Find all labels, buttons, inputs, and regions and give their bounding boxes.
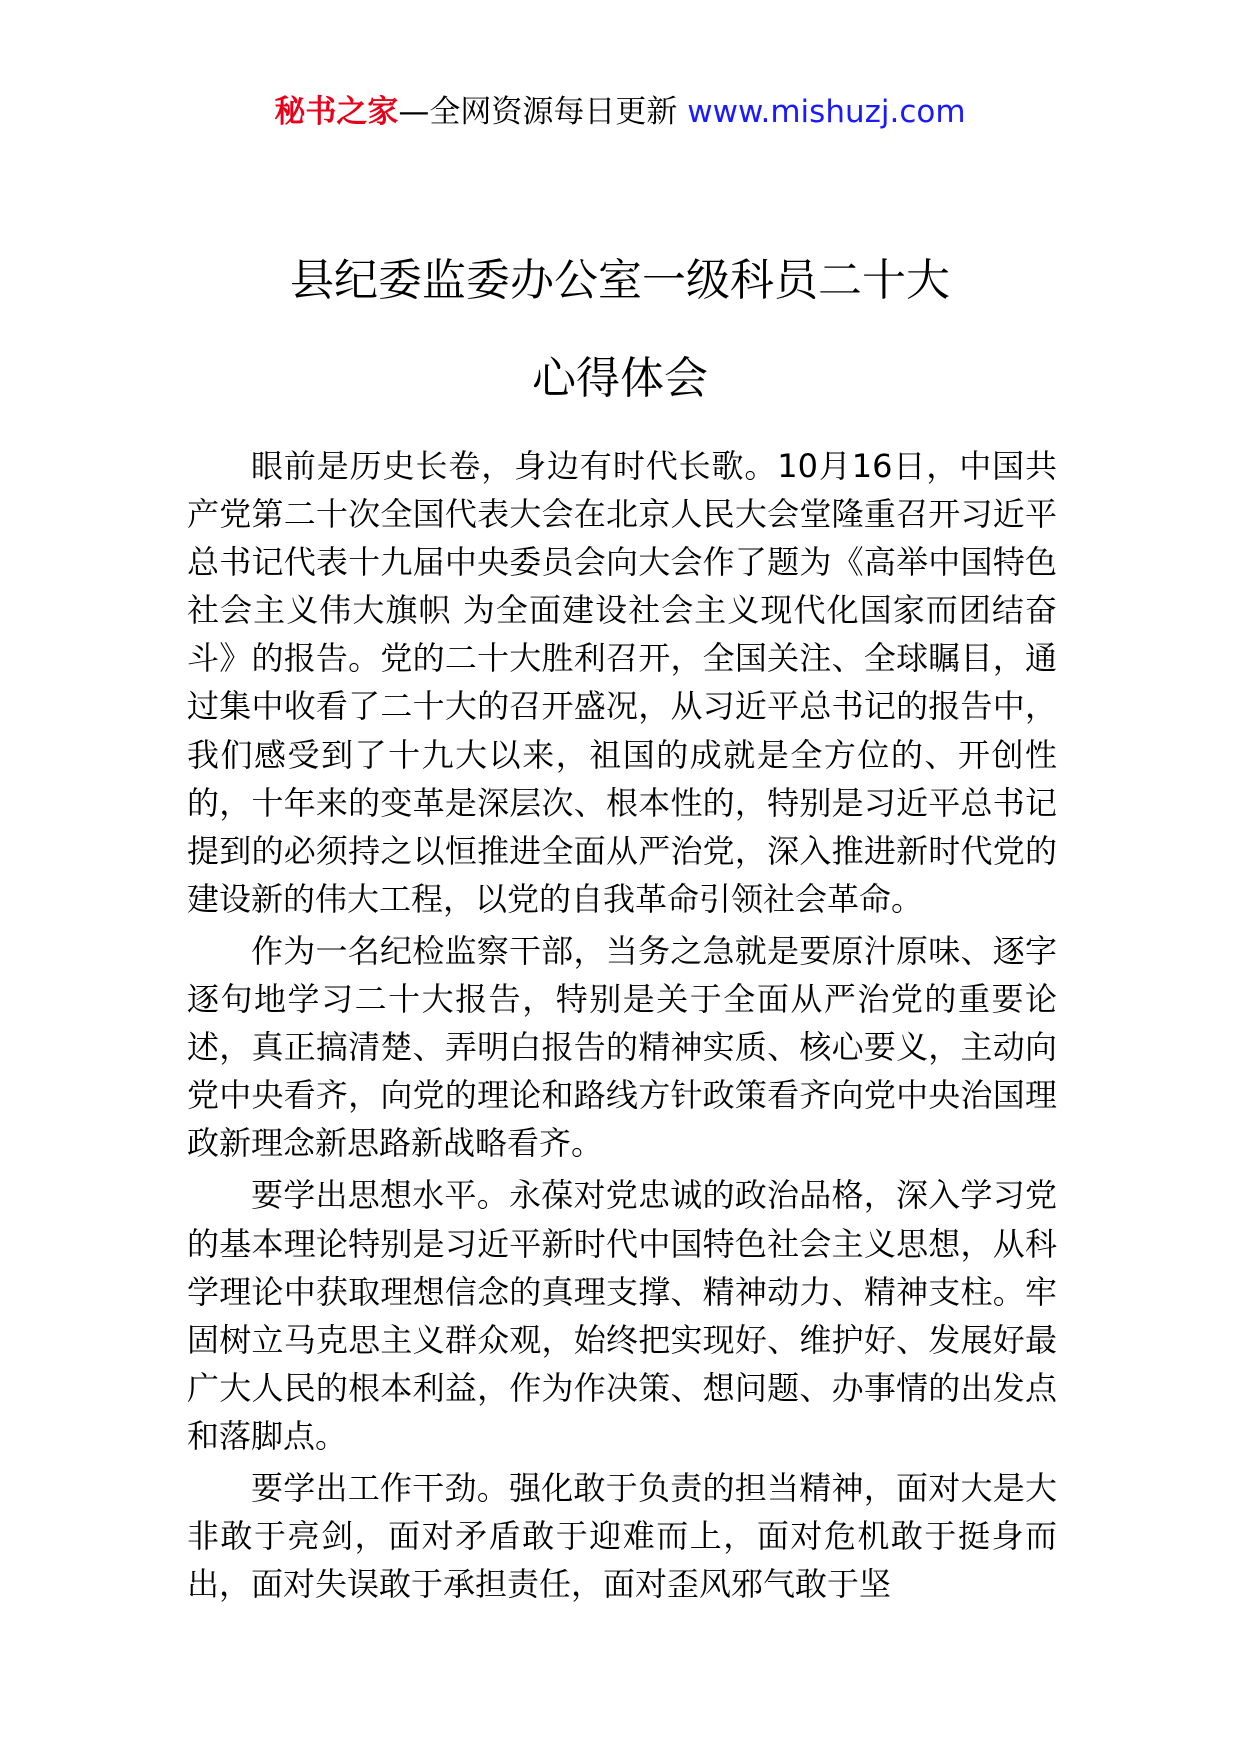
paragraph-1: 眼前是历史长卷，身边有时代长歌。10月16日，中国共产党第二十次全国代表大会在北京人民大会堂隆重召开习近平总书记代表十九届中央委员会向大会作了题为《高举中国特色社会主义伟大旗帜 为全面建设社会主义现代化国家而团结奋斗》的报告。党的二十大胜利召开，全国关注、全球瞩目，通过集中收看了二十大的召开盛况，从习近平总书记的报告中，我们感受到了十九大以来，祖国的成就是全方位的、开创性的，十年来的变革是深层次、根本性的，特别是习近平总书记提到的必须持之以恒推进全面从严治党，深入推进新时代党的建设新的伟大工程，以党的自我革命引领社会革命。 [187,447,1057,918]
paragraph-2: 作为一名纪检监察干部，当务之急就是要原汁原味、逐字逐句地学习二十大报告，特别是关于全面从严治党的重要论述，真正搞清楚、弄明白报告的精神实质、核心要义，主动向党中央看齐，向党的理论和路线方针政策看齐向党中央治国理政新理念新思路新战略看齐。 [187,931,1057,1163]
document-body [187,442,1057,1612]
site-url-link[interactable]: www.mishuzj.com [687,94,966,130]
paragraph-4: 要学出工作干劲。强化敢于负责的担当精神，面对大是大非敢于亮剑，面对矛盾敢于迎难而上，面对危机敢于挺身而出，面对失误敢于承担责任，面对歪风邪气敢于坚 [187,1468,1057,1604]
site-tagline: —全网资源每日更新 [398,94,678,130]
site-header [0,92,1240,132]
title-line-1: 县纪委监委办公室一级科员二十大 [290,255,950,306]
document-title [0,232,1240,428]
title-line-2: 心得体会 [532,353,708,404]
paragraph-3: 要学出思想水平。永葆对党忠诚的政治品格，深入学习党的基本理论特别是习近平新时代中国特色社会主义思想，从科学理论中获取理想信念的真理支撑、精神动力、精神支柱。牢固树立马克思主义群众观，始终把实现好、维护好、发展好最广大人民的根本利益，作为作决策、想问题、办事情的出发点和落脚点。 [187,1176,1057,1455]
site-brand: 秘书之家 [274,94,399,130]
